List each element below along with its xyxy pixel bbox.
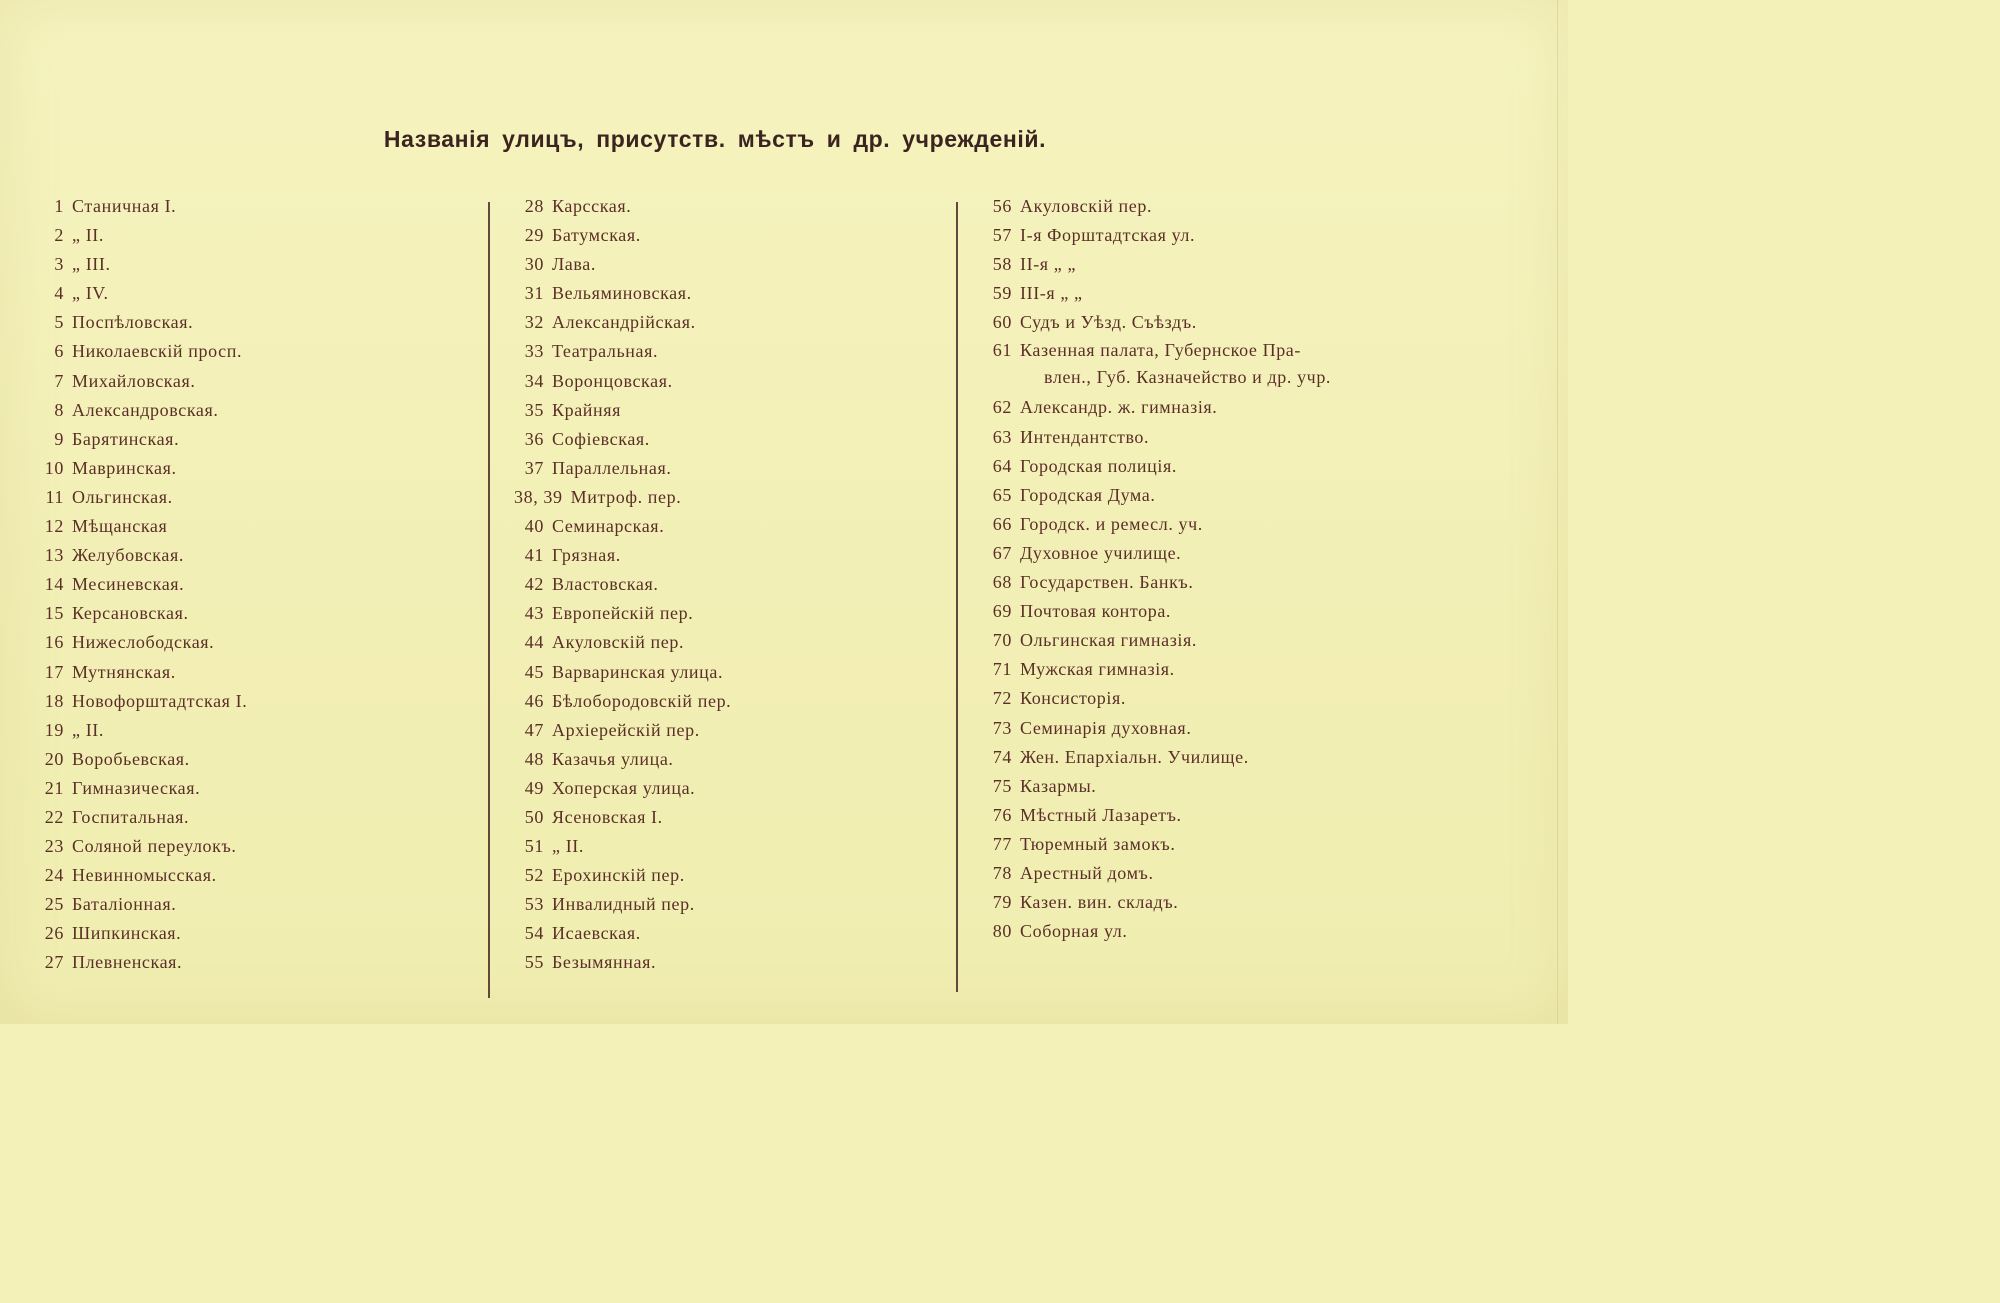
- list-item: [34, 454, 474, 483]
- list-item: [34, 483, 474, 512]
- list-item: [514, 483, 944, 512]
- item-name: „ III.: [72, 254, 111, 275]
- list-item: [514, 861, 944, 890]
- item-name: „ II.: [552, 836, 584, 857]
- item-number: 30: [524, 254, 544, 275]
- item-number: 4: [54, 283, 64, 304]
- list-item: [982, 221, 1402, 250]
- item-name: Городск. и ремесл. уч.: [1020, 513, 1203, 534]
- item-name: Интендантство.: [1020, 426, 1150, 447]
- page-edge: [1557, 0, 1558, 1024]
- item-name: Тюремный замокъ.: [1020, 833, 1176, 854]
- item-name: Гимназическая.: [72, 777, 201, 798]
- list-item: [514, 570, 944, 599]
- list-item: [34, 919, 474, 948]
- item-name: Семинарская.: [552, 516, 665, 537]
- list-item: [982, 250, 1402, 279]
- item-number: 74: [992, 746, 1012, 767]
- list-item: [982, 655, 1402, 684]
- item-number: 27: [44, 952, 64, 973]
- item-number: 70: [992, 630, 1012, 651]
- item-name: Митроф. пер.: [570, 486, 682, 507]
- item-name: Театральная.: [552, 341, 659, 362]
- item-name: Софіевская.: [552, 428, 650, 449]
- list-item: [514, 687, 944, 716]
- item-name: Параллельная.: [552, 457, 672, 478]
- item-name: Государствен. Банкъ.: [1020, 572, 1194, 593]
- item-name: Поспѣловская.: [72, 312, 194, 333]
- item-number: 24: [44, 865, 64, 886]
- item-number: 43: [524, 603, 544, 624]
- item-name: Месиневская.: [72, 574, 185, 595]
- item-number: 36: [524, 428, 544, 449]
- list-item: [34, 774, 474, 803]
- column-divider: [956, 202, 958, 992]
- item-number: 13: [44, 545, 64, 566]
- item-number: 37: [524, 457, 544, 478]
- item-name: Александровская.: [72, 399, 219, 420]
- item-number: 53: [524, 894, 544, 915]
- item-name: Николаевскій просп.: [72, 341, 243, 362]
- item-number: 38, 39: [514, 486, 563, 507]
- list-item: [34, 425, 474, 454]
- item-number: 47: [524, 719, 544, 740]
- list-item: [514, 367, 944, 396]
- item-number: 45: [524, 661, 544, 682]
- item-name: Новофорштадтская I.: [72, 690, 248, 711]
- list-item: [514, 454, 944, 483]
- item-number: 64: [992, 455, 1012, 476]
- item-name: II-я „ „: [1020, 254, 1077, 275]
- item-name: Соляной переулокъ.: [72, 836, 237, 857]
- item-number: 2: [54, 225, 64, 246]
- item-number: 52: [524, 865, 544, 886]
- list-item: [982, 510, 1402, 539]
- column-1: [34, 192, 474, 978]
- list-item: [514, 192, 944, 221]
- item-number: 49: [524, 777, 544, 798]
- item-name: Ясеновская I.: [552, 806, 663, 827]
- item-number: 7: [54, 370, 64, 391]
- list-item: [34, 716, 474, 745]
- item-number: 46: [524, 690, 544, 711]
- item-number: 19: [44, 719, 64, 740]
- item-name: Жен. Епархіальн. Училище.: [1020, 746, 1249, 767]
- list-item: [514, 803, 944, 832]
- list-item: [982, 279, 1402, 308]
- item-name: Исаевская.: [552, 923, 641, 944]
- item-name: Мужская гимназія.: [1020, 659, 1175, 680]
- page-title: Названія улицъ, присутств. мѣстъ и др. учрежденій.: [383, 126, 1047, 152]
- item-name: Инвалидный пер.: [552, 894, 695, 915]
- item-name: Ольгинская.: [72, 486, 173, 507]
- item-number: 56: [992, 196, 1012, 216]
- item-name: Керсановская.: [72, 603, 189, 624]
- item-number: 59: [992, 283, 1012, 304]
- item-name: Карсская.: [552, 196, 632, 216]
- item-name: Ерохинскій пер.: [552, 865, 685, 886]
- list-item: [34, 192, 474, 221]
- list-item: [514, 658, 944, 687]
- list-item: [982, 859, 1402, 888]
- item-number: 40: [524, 516, 544, 537]
- item-name: Плевненская.: [72, 952, 183, 973]
- item-name: Консисторія.: [1020, 688, 1126, 709]
- item-number: 5: [54, 312, 64, 333]
- item-name: Акуловскій пер.: [1020, 196, 1153, 216]
- item-number: 51: [524, 836, 544, 857]
- item-name: Арестный домъ.: [1020, 862, 1154, 883]
- item-number: 23: [44, 836, 64, 857]
- list-item: [514, 628, 944, 657]
- item-number: 41: [524, 545, 544, 566]
- item-number: 68: [992, 572, 1012, 593]
- item-number: 16: [44, 632, 64, 653]
- item-name: Хоперская улица.: [552, 777, 696, 798]
- item-name: I-я Форштадтская ул.: [1020, 225, 1196, 246]
- item-name: „ IV.: [72, 283, 109, 304]
- list-item: [514, 599, 944, 628]
- list-item: [982, 626, 1402, 655]
- item-number: 50: [524, 806, 544, 827]
- item-name: „ II.: [72, 719, 104, 740]
- list-item: [34, 221, 474, 250]
- item-name: Воронцовская.: [552, 370, 673, 391]
- list-item: [514, 250, 944, 279]
- list-item: [982, 597, 1402, 626]
- item-number: 75: [992, 775, 1012, 796]
- item-number: 17: [44, 661, 64, 682]
- item-name: Воробьевская.: [72, 748, 190, 769]
- list-item: [514, 832, 944, 861]
- item-number: 78: [992, 862, 1012, 883]
- column-divider: [488, 202, 490, 998]
- item-number: 1: [54, 196, 64, 216]
- item-name: Вельяминовская.: [552, 283, 692, 304]
- list-item: [34, 948, 474, 977]
- item-name: Мутнянская.: [72, 661, 176, 682]
- item-name: „ II.: [72, 225, 104, 246]
- item-name: Ольгинская гимназія.: [1020, 630, 1197, 651]
- list-item: [982, 714, 1402, 743]
- item-name: Грязная.: [552, 545, 621, 566]
- list-item: [514, 948, 944, 977]
- list-item: [514, 541, 944, 570]
- item-number: 28: [524, 196, 544, 216]
- item-number: 15: [44, 603, 64, 624]
- item-number: 10: [44, 457, 64, 478]
- list-item: [34, 396, 474, 425]
- item-number: 32: [524, 312, 544, 333]
- item-number: 69: [992, 601, 1012, 622]
- item-number: 42: [524, 574, 544, 595]
- list-item: [34, 367, 474, 396]
- item-number: 18: [44, 690, 64, 711]
- item-name: Невинномысская.: [72, 865, 217, 886]
- item-name: Казармы.: [1020, 775, 1097, 796]
- item-number: 31: [524, 283, 544, 304]
- item-name: Михайловская.: [72, 370, 196, 391]
- list-item: [982, 423, 1402, 452]
- item-name: Желубовская.: [72, 545, 184, 566]
- list-item: [34, 599, 474, 628]
- item-number: 66: [992, 513, 1012, 534]
- item-name: Батумская.: [552, 225, 641, 246]
- list-item: [514, 396, 944, 425]
- list-item: [514, 774, 944, 803]
- item-number: 67: [992, 542, 1012, 563]
- list-item: [34, 803, 474, 832]
- item-name: Безымянная.: [552, 952, 657, 973]
- item-number: 21: [44, 777, 64, 798]
- item-name: Европейскій пер.: [552, 603, 694, 624]
- item-name: Архіерейскій пер.: [552, 719, 700, 740]
- list-item: [34, 512, 474, 541]
- list-item: [514, 919, 944, 948]
- list-item: [34, 687, 474, 716]
- list-item: [34, 570, 474, 599]
- list-item: [514, 279, 944, 308]
- list-item: [34, 890, 474, 919]
- item-name: Баталіонная.: [72, 894, 177, 915]
- item-name: Соборная ул.: [1020, 921, 1128, 942]
- list-item: [982, 801, 1402, 830]
- item-name: Семинарія духовная.: [1020, 717, 1192, 738]
- list-item: [982, 568, 1402, 597]
- item-name: Крайняя: [552, 399, 622, 420]
- list-item: [982, 539, 1402, 568]
- item-number: 73: [992, 717, 1012, 738]
- item-name: Барятинская.: [72, 428, 180, 449]
- item-number: 80: [992, 921, 1012, 942]
- item-number: 33: [524, 341, 544, 362]
- item-name-line: влен., Губ. Казначейство и др. учр.: [1044, 367, 1332, 388]
- item-number: 22: [44, 806, 64, 827]
- item-number: 20: [44, 748, 64, 769]
- item-name: Лава.: [552, 254, 596, 275]
- list-item: [34, 745, 474, 774]
- list-item: [982, 684, 1402, 713]
- list-item: [982, 337, 1402, 393]
- item-name: Мавринская.: [72, 457, 177, 478]
- item-number: 76: [992, 804, 1012, 825]
- list-item: [514, 512, 944, 541]
- item-name: Городская Дума.: [1020, 484, 1156, 505]
- item-name: Нижеслободская.: [72, 632, 215, 653]
- item-name-line: Казенная палата, Губернское Пра-: [1020, 340, 1301, 361]
- list-item: [982, 308, 1402, 337]
- item-number: 65: [992, 484, 1012, 505]
- item-name: Казачья улица.: [552, 748, 674, 769]
- list-item: [514, 425, 944, 454]
- item-number: 25: [44, 894, 64, 915]
- item-number: 54: [524, 923, 544, 944]
- list-item: [514, 221, 944, 250]
- item-number: 35: [524, 399, 544, 420]
- list-item: [982, 917, 1402, 946]
- list-item: [982, 772, 1402, 801]
- item-name: Судъ и Уѣзд. Съѣздъ.: [1020, 312, 1197, 333]
- item-number: 57: [992, 225, 1012, 246]
- item-number: 71: [992, 659, 1012, 680]
- item-number: 79: [992, 892, 1012, 913]
- item-number: 12: [44, 516, 64, 537]
- list-item: [34, 279, 474, 308]
- item-number: 26: [44, 923, 64, 944]
- list-item: [982, 481, 1402, 510]
- list-item: [34, 832, 474, 861]
- list-item: [34, 658, 474, 687]
- item-number: 55: [524, 952, 544, 973]
- list-item: [514, 337, 944, 366]
- list-item: [34, 861, 474, 890]
- item-name: III-я „ „: [1020, 283, 1083, 304]
- list-item: [982, 192, 1402, 221]
- list-item: [34, 308, 474, 337]
- item-number: 63: [992, 426, 1012, 447]
- item-number: 62: [992, 397, 1012, 418]
- list-item: [34, 628, 474, 657]
- item-name: Казен. вин. складъ.: [1020, 892, 1179, 913]
- item-name: Госпитальная.: [72, 806, 190, 827]
- list-item: [982, 830, 1402, 859]
- item-number: 14: [44, 574, 64, 595]
- item-name: Александр. ж. гимназія.: [1020, 397, 1218, 418]
- list-item: [982, 393, 1402, 422]
- list-item: [982, 888, 1402, 917]
- item-name: Властовская.: [552, 574, 659, 595]
- list-item: [514, 745, 944, 774]
- item-name: Мѣщанская: [72, 516, 168, 537]
- item-name: [1020, 337, 1380, 391]
- item-number: 44: [524, 632, 544, 653]
- item-name: Варваринская улица.: [552, 661, 724, 682]
- list-item: [34, 541, 474, 570]
- item-number: 77: [992, 833, 1012, 854]
- list-item: [514, 890, 944, 919]
- column-3: [982, 192, 1402, 946]
- list-item: [514, 308, 944, 337]
- list-item: [982, 452, 1402, 481]
- item-number: 48: [524, 748, 544, 769]
- item-name: Александрійская.: [552, 312, 696, 333]
- item-number: 34: [524, 370, 544, 391]
- item-number: 9: [54, 428, 64, 449]
- item-name: Почтовая контора.: [1020, 601, 1172, 622]
- list-item: [982, 743, 1402, 772]
- item-name: Шипкинская.: [72, 923, 182, 944]
- item-number: 6: [54, 341, 64, 362]
- item-name: Бѣлобородовскій пер.: [552, 690, 732, 711]
- list-item: [34, 337, 474, 366]
- item-name: Мѣстный Лазаретъ.: [1020, 804, 1182, 825]
- item-number: 58: [992, 254, 1012, 275]
- list-item: [514, 716, 944, 745]
- item-number: 3: [54, 254, 64, 275]
- item-number: 61: [992, 340, 1012, 361]
- item-name: Духовное училище.: [1020, 542, 1182, 563]
- item-number: 60: [992, 312, 1012, 333]
- item-number: 8: [54, 399, 64, 420]
- item-name: Акуловскій пер.: [552, 632, 685, 653]
- item-number: 29: [524, 225, 544, 246]
- list-item: [34, 250, 474, 279]
- item-name: Станичная I.: [72, 196, 177, 216]
- item-number: 72: [992, 688, 1012, 709]
- column-2: [514, 192, 944, 978]
- item-name: Городская полиція.: [1020, 455, 1177, 476]
- item-number: 11: [45, 486, 64, 507]
